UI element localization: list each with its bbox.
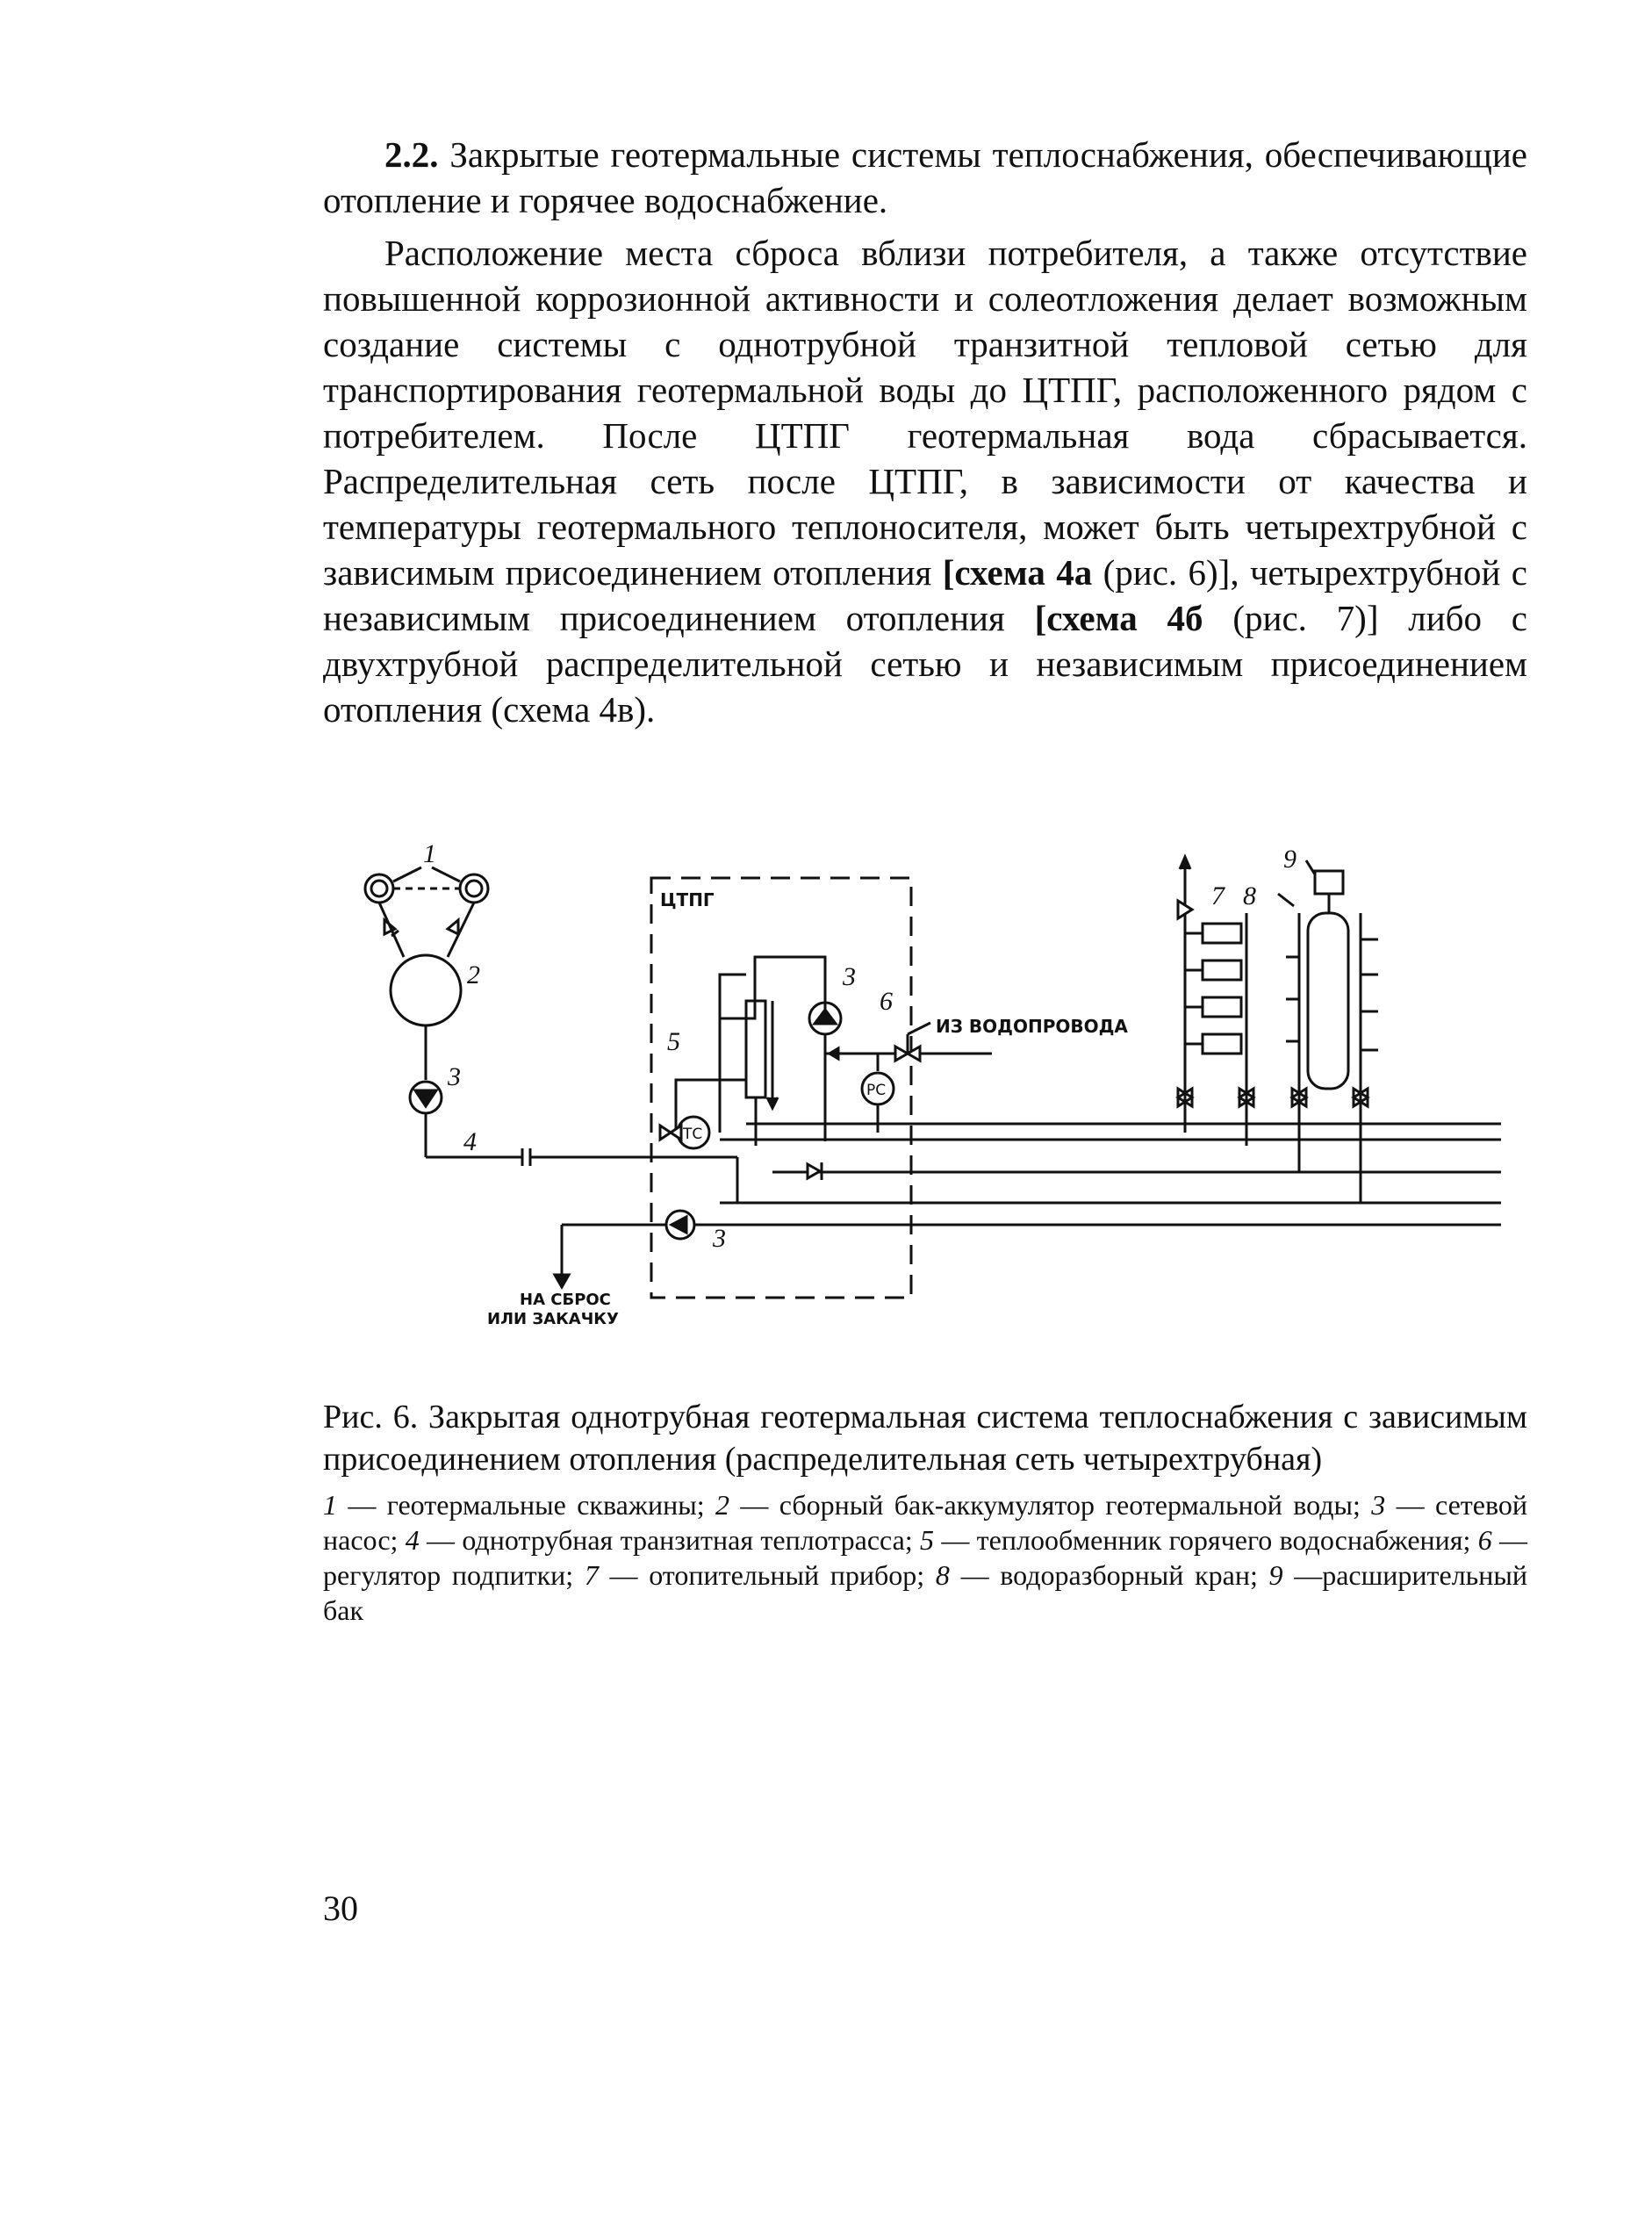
legend-text: — однотрубная транзитная теплотрасса;	[419, 1524, 921, 1556]
legend-num: 9	[1268, 1559, 1283, 1591]
network-pump	[410, 1082, 442, 1113]
label-6: 6	[880, 987, 893, 1016]
label-1: 1	[423, 843, 436, 868]
legend-num: 2	[715, 1489, 729, 1521]
body-text-2: (рис. 6)], четырехтрубной с независимым присоединением отопления	[323, 552, 1527, 638]
make-up-regulator	[895, 1023, 930, 1061]
scheme-ref-4a: [схема 4а	[942, 552, 1093, 593]
label-7: 7	[1211, 881, 1225, 910]
pc-label: РС	[866, 1082, 887, 1099]
section-heading	[323, 132, 1527, 223]
tc-label: ТС	[683, 1126, 703, 1143]
geothermal-wells	[365, 867, 488, 957]
label-3-pump: 3	[448, 1062, 461, 1091]
radiators	[1185, 924, 1241, 1054]
body-text-1: Расположение места сброса вблизи потребителя, а также отсутствие повышенной коррозионной активности и солеотложения делает возможным создание системы с однотрубной транзитной тепловой сетью для транспортирования геотермальной воды до ЦТПГ, расположенного рядом с потребителем. После ЦТПГ геотермальная вода сбрасывается. Распределительная сеть после ЦТПГ, в зависимости от качества и температуры геотермального теплоносителя, может быть четырехтрубной с зависимым присоединением отопления	[323, 233, 1527, 593]
section-heading-text: Закрытые геотермальные системы теплоснабжения, обеспечивающие отопление и горячее водоснабжение.	[323, 134, 1527, 220]
expansion-vessel-column	[1308, 913, 1348, 1089]
legend-text: — сборный бак-аккумулятор геотермальной воды;	[729, 1489, 1372, 1521]
caption-legend	[323, 1487, 1527, 1628]
legend-num: 3	[1371, 1489, 1386, 1521]
figure-schematic	[334, 843, 1501, 1335]
section-number: 2.2.	[384, 134, 439, 175]
label-3-discharge: 3	[713, 1224, 726, 1253]
legend-text: — сетевой насос;	[323, 1489, 1528, 1556]
label-3-ctpg: 3	[843, 962, 856, 991]
label-9: 9	[1283, 845, 1296, 874]
expansion-tank	[1315, 871, 1343, 894]
legend-num: 8	[935, 1559, 950, 1591]
legend-num: 4	[405, 1524, 420, 1556]
discharge-label-line1: НА СБРОС	[520, 1291, 611, 1309]
label-5: 5	[667, 1027, 680, 1056]
legend-num: 6	[1477, 1524, 1492, 1556]
caption-title: Рис. 6. Закрытая однотрубная геотермальная система теплоснабжения с зависимым присоединением отопления (распределительная сеть четырехтрубная)	[323, 1399, 1527, 1478]
legend-num: 7	[584, 1559, 599, 1591]
legend-text: —расширительный бак	[323, 1559, 1528, 1626]
legend-text: — геотермальные скважины;	[337, 1489, 715, 1521]
legend-text: — теплообменник горячего водоснабжения;	[934, 1524, 1478, 1556]
legend-num: 1	[323, 1489, 337, 1521]
label-8: 8	[1243, 881, 1256, 910]
legend-num: 5	[920, 1524, 935, 1556]
legend-text: — регулятор подпитки;	[323, 1524, 1528, 1591]
figure-caption	[323, 1396, 1527, 1628]
page-number: 30	[323, 1888, 358, 1928]
label-4: 4	[463, 1127, 477, 1156]
water-supply-label: ИЗ ВОДОПРОВОДА	[936, 1016, 1128, 1037]
legend-text: — водоразборный кран;	[949, 1559, 1269, 1591]
body-paragraph	[323, 230, 1527, 732]
discharge-label-line2: ИЛИ ЗАКАЧКУ	[487, 1310, 619, 1328]
ctpg-label: ЦТПГ	[660, 889, 715, 910]
body-text-3: (рис. 7)] либо с двухтрубной распределительной сетью и независимым присоединением отопления (схема 4в).	[323, 598, 1527, 730]
accumulator-tank	[391, 955, 461, 1025]
legend-text: — отопительный прибор;	[598, 1559, 936, 1591]
scheme-ref-4b: [схема 4б	[1034, 598, 1203, 638]
schematic-svg	[334, 843, 1501, 1335]
label-2: 2	[467, 960, 480, 989]
